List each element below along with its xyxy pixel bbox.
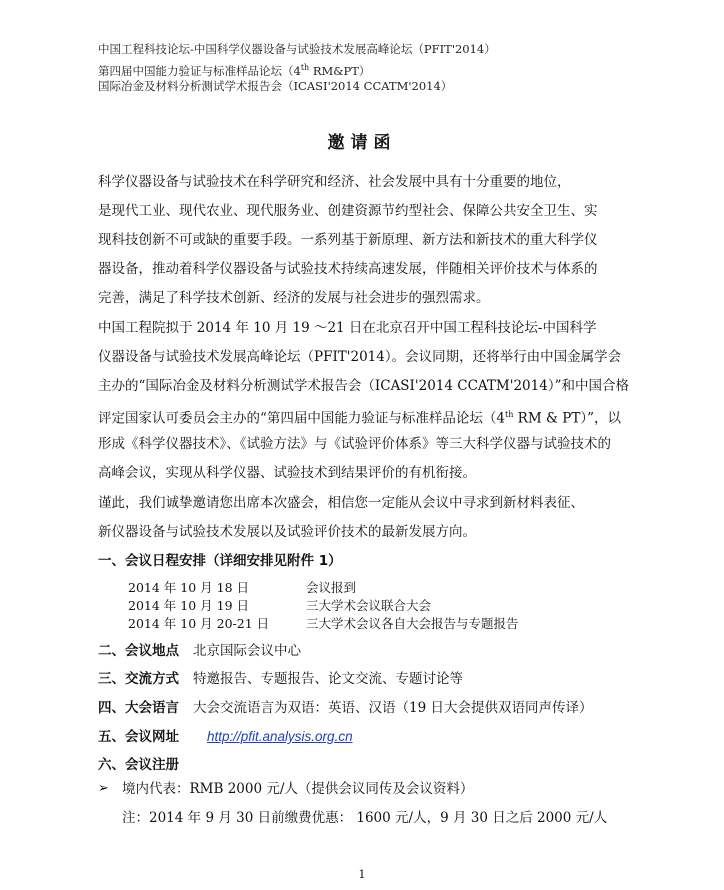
language-label: 四、大会语言 [98,700,179,716]
paragraph-1-line: 是现代工业、现代农业、现代服务业、创建资源节约型社会、保障公共安全卫生、实 [98,203,598,219]
website-link[interactable]: http://pfit.analysis.org.cn [207,729,353,744]
paragraph-1-line: 现科技创新不可或缺的重要手段。一系列基于新原理、新方法和新技术的重大科学仪 [98,232,598,248]
header-line-2-pre: 第四届中国能力验证与标准样品论坛（4 [98,63,301,78]
header-line-2-post: RM&PT） [309,63,371,78]
bullet-arrow-icon: ➢ [98,781,109,796]
paragraph-2-line-4-post: RM & PT）”，以 [513,410,621,427]
paragraph-2-line: 主办的“国际冶金及材料分析测试学术报告会（ICASI'2014 CCATM'2014）”和中国合格 [98,378,629,394]
paragraph-1-line: 器设备，推动着科学仪器设备与试验技术持续高速发展，伴随相关评价技术与体系的 [98,261,598,277]
header-line-3: 国际冶金及材料分析测试学术报告会（ICASI'2014 CCATM'2014） [98,79,453,93]
paragraph-2-line: 仪器设备与试验技术发展高峰论坛（PFIT'2014）。会议同期，还将举行由中国金属学会 [98,349,622,365]
schedule-event: 三大学术会议联合大会 [306,598,432,613]
paragraph-3-line: 谨此，我们诚挚邀请您出席本次盛会，相信您一定能从会议中寻求到新材料表征、 [98,495,584,511]
registration-line-1: 境内代表：RMB 2000 元/人（提供会议同传及会议资料） [122,781,474,797]
schedule-date: 2014 年 10 月 20-21 日 [128,616,270,631]
venue-value: 北京国际会议中心 [193,643,301,659]
schedule-date: 2014 年 10 月 19 日 [128,598,249,613]
registration-line-2: 注：2014 年 9 月 30 日前缴费优惠： 1600 元/人，9 月 30 日之后 2000 元/人 [122,810,608,826]
paragraph-2-line-4-pre: 评定国家认可委员会主办的“第四届中国能力验证与标准样品论坛（4 [98,410,505,427]
website-label: 五、会议网址 [98,729,179,745]
schedule-date: 2014 年 10 月 18 日 [128,580,249,595]
paragraph-2-line [98,405,621,429]
language-row [98,696,592,716]
header-line-1: 中国工程科技论坛-中国科学仪器设备与试验技术发展高峰论坛（PFIT'2014） [98,42,496,56]
page-title: 邀请函 [327,133,397,153]
format-row [98,667,463,687]
schedule-heading: 一、会议日程安排（详细安排见附件 1） [98,553,342,569]
page-number: 1 [358,868,366,881]
schedule-event: 三大学术会议各自大会报告与专题报告 [306,616,519,631]
paragraph-1-line: 科学仪器设备与试验技术在科学研究和经济、社会发展中具有十分重要的地位， [98,174,571,190]
website-row [98,725,353,745]
paragraph-1-line: 完善，满足了科学技术创新、经济的发展与社会进步的强烈需求。 [98,290,490,306]
registration-heading: 六、会议注册 [98,757,179,773]
paragraph-2-line-4-sup: th [505,410,514,419]
venue-row [98,639,301,659]
venue-label: 二、会议地点 [98,643,179,659]
paragraph-3-line: 新仪器设备与试验技术发展以及试验评价技术的最新发展方向。 [98,524,476,540]
paragraph-2-line: 高峰会议，实现从科学仪器、试验技术到结果评价的有机衔接。 [98,465,476,481]
paragraph-2-line: 形成《科学仪器技术》、《试验方法》与《试验评价体系》等三大科学仪器与试验技术的 [98,436,611,452]
format-value: 特邀报告、专题报告、论文交流、专题讨论等 [193,671,463,687]
language-value: 大会交流语言为双语：英语、汉语（19 日大会提供双语同声传译） [193,700,593,716]
format-label: 三、交流方式 [98,671,179,687]
header-line-2-sup: th [300,63,310,72]
paragraph-2-line: 中国工程院拟于 2014 年 10 月 19 ～21 日在北京召开中国工程科技论坛-中国科学 [98,320,597,336]
schedule-event: 会议报到 [306,580,357,595]
header-line-2 [98,59,370,80]
